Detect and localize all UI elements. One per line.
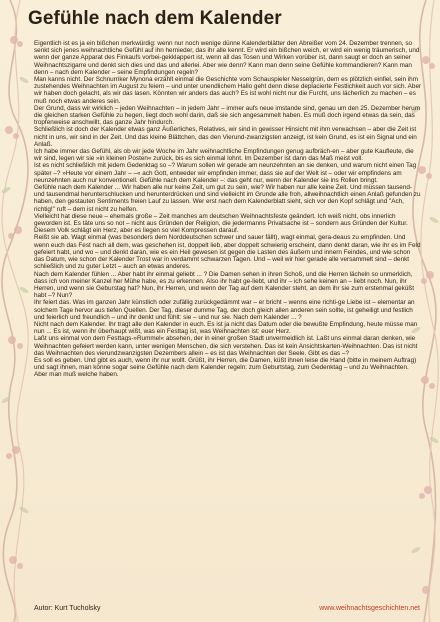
floral-border-left (0, 0, 38, 622)
paragraph: Laßt uns einmal von dem Festtags-»Rummel« absehen, der in einer großen Stadt unvermeidlich ist. Laßt uns einmal daran denken, wie Weihnachten gefeiert werden kann, unter wenigen Menschen, die sich verstehen. Das ist kein Ansichtskarten-Weihnachten. Das ist nicht das Weihnachten des vierundzwanzigsten Dezembers allein – es ist das Weihnachten der Seele. Gibt es das –? (34, 335, 418, 357)
paragraph: Ihr feiert das. Was im ganzen Jahr künstlich oder zufällig zurückgedämmt war – er bricht – wenns eine richti-ge Liebe ist – elementar an solchem Tage hervor aus tiefen Quellen. Der Tag, dieser dumme Tag, der doch gleich allen anderen sein sollte, ist geheiligt und festlich und feierlich und freundlich – und ihr denkt und fühlt: sie – und nur sie. Nach dem Kalender ... ? (34, 299, 415, 321)
paragraph: Der Grund, dass wir wirklich – jeden Weihnachten – in jedem Jahr – immer aufs neue imstande sind, genau um den 25. Dezember herum die gleichen starken Gefühle zu hegen, liegt doch wohl darin, daß sie sich angesammelt haben. Es muß doch irgend etwas da sein, das tropfenweise anschwillt, das ganze Jahr hindurch. (34, 104, 420, 127)
paragraph: Ist es nicht schließlich mit jedem Gedenktag so –? Warum sollen wir gerade am neunzehnten an sie denken, und warum nicht einen Tag später –? »Heute vor einem Jahr – –« ach Gott, entweder wir empfinden immer, dass sie auf der Welt ist – oder wir empfindens am neunzehnten auch nur konventionell. Gefühle nach dem Kalender –: das geht nur, wenn der Kalender sie ins Rollen bringt. (34, 162, 417, 184)
paragraph: Aber man muß welche haben. (34, 371, 119, 379)
paragraph: Nach dem Kalender fühlen ... Aber habt ihr einmal geliebt ... ? Die Damen sehen in ihren Schoß, und die Herren lächeln so unmerklich, dass ich von meiner Kanzel her Mühe habe, es zu erkennen. Also ihr habt ge-liebt, und ihr – ich sehe keinen an – liebt noch. Nun, ihr Herren, und wenn sie Geburstag hat? Nun, ihr Herren, und wenn der Tag auf dem Kalender steht, an dem ihr sie zum erstenmal geküßt habt –? Nun? (34, 270, 415, 300)
paragraph: Vielleicht hat diese neue – ehemals große – Zeit manches am deutschen Weihnachtsfeste geändert. Ich weiß nicht, obs innerlich geworden ist. Es täte uns so not – nicht aus Gründen der Religion, die jedermanns Privatsache ist – sondern aus Gründen der Kultur. Diesem Volk schlägt ein Herz, aber es liegen so viel Kompressen darauf. (34, 212, 408, 235)
paragraph: Gefühle nach dem Kalender ... Wir haben alle nur keine Zeit, um gut zu sein, wie? Wir haben nur alle keine Zeit. Und müssen tausend- und tausendmal herunterschlucken und herunterdrücken und sind vielleicht im Grunde alle froh, allweihnachtlich einen Anlaß gefunden zu haben, den gestauten Sentiments freien Lauf zu lassen. Wer erst nach dem Kalenderblatt sieht, sich vor den Kopf schlägt und "Ach, richtig!" ruft – dem ist nicht zu helfen. (34, 184, 421, 213)
story-text (34, 40, 422, 379)
paragraph: Eigentlich ist es ja ein bißchen merkwürdig: wenn nur noch wenige dünne Kalenderblätter den Abreißer vom 24. Dezember trennen, so senkt sich jenes weihnachtliche Gefühl auf ihn hernieder, das ihr alle kennt. Er wird ein bißchen weich, er wird ein wenig träumerisch, und wenn der ganze Apparat des Finkaufs vorbei-gekklappert ist, wenn all das Tosen und Wirken vorüber ist, dann saugt er doch an seiner Weihnachtszigarre und denkt sich dies und das und allerlei. Aber wie denn? Kann man denn seine Gefühle kommandieren? Kann man denn – nach dem Kalender – seine Empfindungen regeln? (34, 40, 420, 76)
paragraph: Es soll es geben. Und gibt es auch, wenn ihr nur wollt. Grüßt, ihr Herren, die Damen, küßt ihnen leise die Hand (bitte in meinem Auftrag) und sagt ihnen, man könne sogar seine Gefühle nach dem Kalender regeln: zum Geburtstag, zum Gedenktag – und zu Weihnachten. (34, 356, 417, 372)
author-credit: Autor: Kurt Tucholsky (34, 605, 101, 612)
website-link[interactable]: www.weihnachtsgeschichten.net (319, 605, 420, 612)
paragraph: Reißt sie ab. Wagt einmal (was besonders dem Norddeutschen schwer und sauer fällt), wagt einmal, gera-deaus zu empfinden. Und wenn euch das Fest nach all dem, was geschehen ist, doppelt lieb, aber doppelt schwierig erscheint, dann denkt daran, wie ihr es im Feld gefeiert habt, und wo – und denkt daran, wie es ein Heil gewesen ist gegen die Lasten des äußern und innern Feindes, und wie schon das Datum, wie schon der Kalender Trost war in verdammt schwarzen Tagen. Und – weil wir hier gerade alle versammelt sind – denkt schließlich und zu guter Letzt – auch an etwas anderes. (34, 234, 421, 271)
paragraph: Schließlich ist doch der Kalender etwas ganz Äußerliches, Relatives, wir sind in gewisser Hinsicht mit ihm verwachsen – aber die Zeit ist nicht in uns, wir sind in der Zeit. Und das kleine Blättchen, das den Vierund-zwanzigsten anzeigt, ist kein Grund, es ist ein Signal und ein Anlaß. (34, 126, 417, 148)
paragraph: Nicht nach dem Kalender. Ihr tragt alle den Kalender in euch. Es ist ja nicht das Datum oder die bewußte Empfindung, heute müsse man nun ... Es ist, wenn ihr überhaupt wißt, was ein Festtag ist, was Weihnachten ist: euer Herz. (34, 320, 418, 336)
paragraph: Ich habe immer das Gefühl, als ob wir jede Woche im Jahr weihnachtliche Empfindungen genug aufbräch-en – aber gute Kaufleute, die wir sind, legen wir sie »in kleinen Posten« zurück, bis es sich einmal lohnt. Im Dezember ist dann das Maß meist voll. (34, 148, 414, 163)
paragraph: Man kanns nicht. Der Schnurriker Mynona erzählt einmal die Geschichte vom Schauspieler Nesselgrün, dem es plötzlich einfiel, sein ihm zustehendes Weihnachten im August zu feiern – und unter unendlichem Hallo geht denn diese deplacierte Festlichkeit auch vor sich. Aber wir haben doch gelacht, als wir das lasen. Könnten wir anders das auch? Es ist wohl nicht nur die Furcht, uns lächerlich zu machen – es muß noch etwas anderes sein. (34, 76, 422, 105)
page-title: Gefühle nach dem Kalender (28, 8, 282, 29)
